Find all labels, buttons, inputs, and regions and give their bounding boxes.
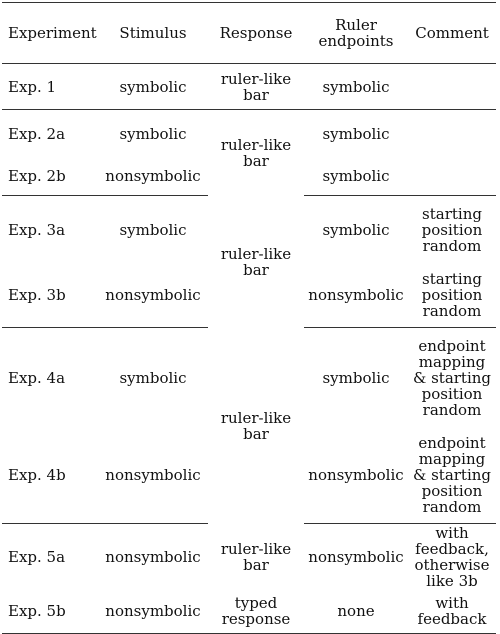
- cell-experiment: Exp. 4a: [8, 368, 66, 387]
- cell-response-text: ruler-like bar: [220, 408, 292, 443]
- cell-comment: [408, 64, 496, 110]
- cell-ruler-endpoints: nonsymbolic: [308, 547, 404, 566]
- cell-comment: [408, 590, 496, 634]
- cell-response-merged: [208, 110, 304, 196]
- cell-ruler-endpoints: symbolic: [322, 220, 390, 239]
- cell-stimulus: nonsymbolic: [98, 264, 208, 328]
- cell-comment: [408, 524, 496, 590]
- cell-ruler-endpoints: nonsymbolic: [304, 264, 408, 328]
- cell-stimulus: nonsymbolic: [98, 428, 208, 524]
- cell-comment: [408, 428, 496, 524]
- cell-ruler-endpoints: symbolic: [304, 64, 408, 110]
- header-experiment: Experiment: [2, 3, 98, 64]
- experiment-table-container: [0, 2, 500, 628]
- cell-comment: [408, 264, 496, 328]
- cell-stimulus: symbolic: [119, 124, 187, 143]
- cell-ruler-endpoints: symbolic: [322, 124, 390, 143]
- table-row: [2, 590, 496, 634]
- header-ruler-endpoints-text: Ruler endpoints: [318, 16, 394, 50]
- cell-experiment: Exp. 2b: [2, 158, 98, 196]
- cell-stimulus: symbolic: [119, 220, 187, 239]
- cell-experiment: Exp. 4b: [2, 428, 98, 524]
- cell-response: [208, 64, 304, 110]
- cell-stimulus: nonsymbolic: [105, 547, 201, 566]
- cell-experiment: Exp. 5b: [2, 590, 98, 634]
- cell-comment: [408, 158, 496, 196]
- cell-ruler-endpoints: none: [304, 590, 408, 634]
- cell-comment: [408, 196, 496, 264]
- cell-response-merged: [208, 328, 304, 524]
- cell-comment-text: with feedback: [417, 594, 487, 629]
- table-row: [2, 524, 496, 590]
- cell-comment: [408, 328, 496, 428]
- cell-comment-text: starting position random: [421, 204, 483, 255]
- cell-stimulus: symbolic: [119, 368, 187, 387]
- table-header: [2, 3, 496, 64]
- table-body: [2, 64, 496, 634]
- cell-stimulus: symbolic: [98, 64, 208, 110]
- cell-stimulus: nonsymbolic: [98, 590, 208, 634]
- table-row: [2, 110, 496, 158]
- table-row: [2, 64, 496, 110]
- cell-stimulus: nonsymbolic: [98, 158, 208, 196]
- header-comment: Comment: [408, 3, 496, 64]
- experiment-table: [2, 2, 496, 634]
- cell-response: [208, 524, 304, 590]
- cell-experiment: Exp. 5a: [8, 547, 66, 566]
- cell-ruler-endpoints: nonsymbolic: [304, 428, 408, 524]
- cell-response-text: ruler-like bar: [220, 244, 292, 279]
- cell-comment: [408, 110, 496, 158]
- cell-response-text: ruler-like bar: [220, 539, 292, 574]
- cell-response: [208, 590, 304, 634]
- cell-response-merged: [208, 196, 304, 328]
- header-response: Response: [208, 3, 304, 64]
- cell-experiment: Exp. 1: [2, 64, 98, 110]
- cell-response-text: typed response: [221, 594, 291, 629]
- header-stimulus: Stimulus: [98, 3, 208, 64]
- cell-experiment: Exp. 3a: [8, 220, 66, 239]
- cell-comment-text: with feedback, otherwise like 3b: [414, 523, 490, 590]
- table-row: [2, 328, 496, 428]
- cell-response-text: ruler-like bar: [220, 69, 292, 104]
- header-row: [2, 3, 496, 64]
- cell-comment-text: endpoint mapping & starting position random: [412, 434, 492, 517]
- cell-ruler-endpoints: symbolic: [322, 368, 390, 387]
- cell-experiment: Exp. 2a: [8, 124, 66, 143]
- table-row: [2, 196, 496, 264]
- cell-response-text: ruler-like bar: [220, 135, 292, 170]
- cell-ruler-endpoints: symbolic: [304, 158, 408, 196]
- cell-comment-text: endpoint mapping & starting position random: [412, 336, 492, 419]
- cell-experiment: Exp. 3b: [2, 264, 98, 328]
- cell-comment-text: starting position random: [421, 270, 483, 321]
- header-ruler-endpoints: [304, 3, 408, 64]
